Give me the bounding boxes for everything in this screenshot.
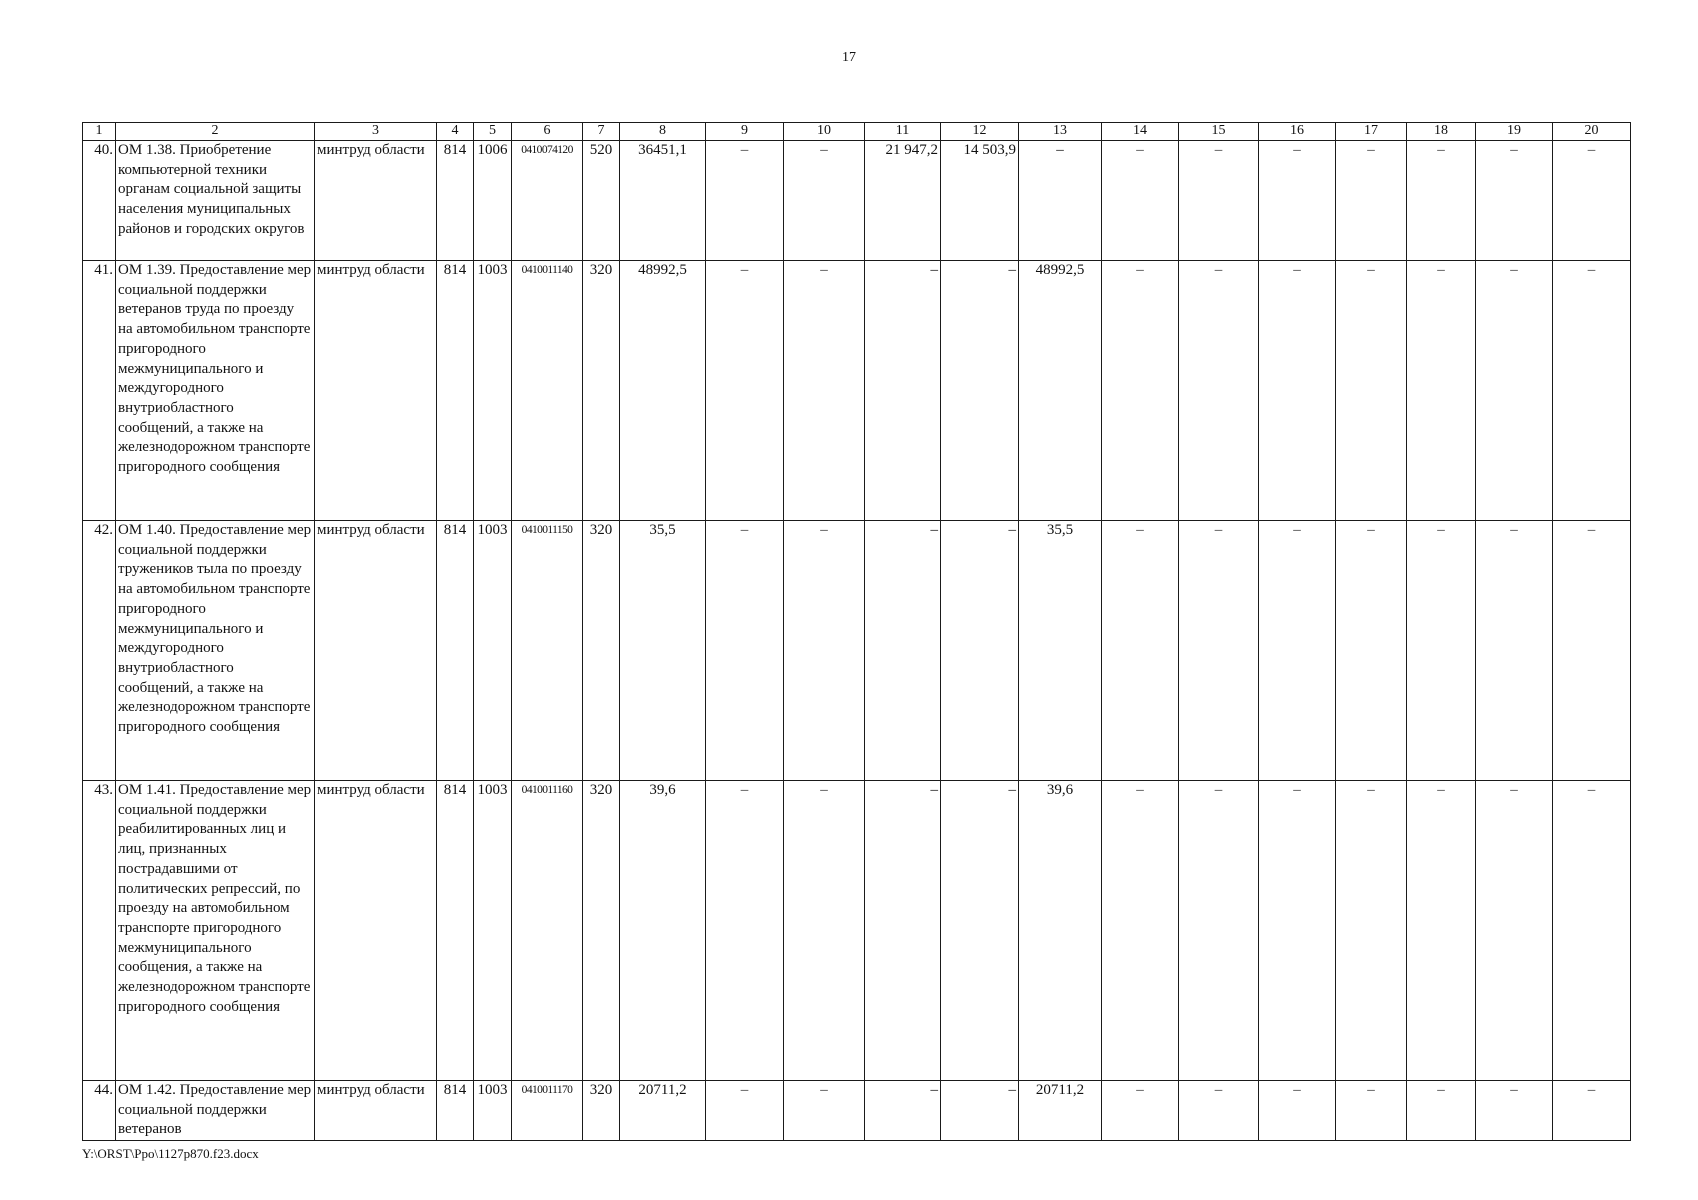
year-col-18: – bbox=[1407, 781, 1476, 1081]
executor: минтруд области bbox=[315, 141, 437, 261]
column-number-row bbox=[83, 123, 1631, 141]
column-number-20: 20 bbox=[1553, 123, 1631, 141]
year-col-14: – bbox=[1102, 1081, 1179, 1141]
year-col-18: – bbox=[1407, 1081, 1476, 1141]
column-number-18: 18 bbox=[1407, 123, 1476, 141]
year-col-16: – bbox=[1259, 781, 1336, 1081]
year-col-17: – bbox=[1336, 781, 1407, 1081]
code-expense-type: 320 bbox=[583, 781, 620, 1081]
code-target-article: 0410011140 bbox=[512, 261, 583, 521]
year-col-15: – bbox=[1179, 781, 1259, 1081]
year-col-17: – bbox=[1336, 261, 1407, 521]
year-col-20: – bbox=[1553, 521, 1631, 781]
code-grbs: 814 bbox=[437, 141, 474, 261]
measure-name: ОМ 1.38. Приобретение компьютерной техники органам социальной защиты населения муниципальных районов и городских округов bbox=[116, 141, 315, 261]
column-number-10: 10 bbox=[784, 123, 865, 141]
year-col-19: – bbox=[1476, 521, 1553, 781]
year-col-17: – bbox=[1336, 141, 1407, 261]
column-number-11: 11 bbox=[865, 123, 941, 141]
table-row bbox=[83, 1081, 1631, 1141]
table-row bbox=[83, 141, 1631, 261]
year-col-15: – bbox=[1179, 141, 1259, 261]
year-col-17: – bbox=[1336, 521, 1407, 781]
year-col-12: – bbox=[941, 781, 1019, 1081]
code-grbs: 814 bbox=[437, 781, 474, 1081]
measure-name: ОМ 1.41. Предоставление мер социальной поддержки реабилитированных лиц и лиц, признанных пострадавшими от политических репрессий, по проезду на автомобильном транспорте пригородного межмуниципального сообщения, а также на железнодорожном транспорте пригородного сообщения bbox=[116, 781, 315, 1081]
year-col-9: – bbox=[706, 521, 784, 781]
year-col-13: 35,5 bbox=[1019, 521, 1102, 781]
year-col-12: – bbox=[941, 261, 1019, 521]
measure-name: ОМ 1.39. Предоставление мер социальной поддержки ветеранов труда по проезду на автомобильном транспорте пригородного межмуниципального и междугородного внутриобластного сообщений, а также на железнодорожном транспорте пригородного сообщения bbox=[116, 261, 315, 521]
year-col-10: – bbox=[784, 141, 865, 261]
code-grbs: 814 bbox=[437, 521, 474, 781]
code-target-article: 0410011160 bbox=[512, 781, 583, 1081]
year-col-13: – bbox=[1019, 141, 1102, 261]
total-amount: 35,5 bbox=[620, 521, 706, 781]
year-col-11: 21 947,2 bbox=[865, 141, 941, 261]
total-amount: 48992,5 bbox=[620, 261, 706, 521]
code-section: 1003 bbox=[474, 261, 512, 521]
code-target-article: 0410011150 bbox=[512, 521, 583, 781]
budget-table bbox=[82, 122, 1631, 1141]
year-col-12: 14 503,9 bbox=[941, 141, 1019, 261]
code-grbs: 814 bbox=[437, 1081, 474, 1141]
code-expense-type: 520 bbox=[583, 141, 620, 261]
column-number-1: 1 bbox=[83, 123, 116, 141]
column-number-3: 3 bbox=[315, 123, 437, 141]
year-col-19: – bbox=[1476, 781, 1553, 1081]
year-col-10: – bbox=[784, 521, 865, 781]
code-section: 1003 bbox=[474, 521, 512, 781]
code-target-article: 0410011170 bbox=[512, 1081, 583, 1141]
year-col-13: 39,6 bbox=[1019, 781, 1102, 1081]
year-col-11: – bbox=[865, 521, 941, 781]
code-section: 1003 bbox=[474, 781, 512, 1081]
column-number-17: 17 bbox=[1336, 123, 1407, 141]
year-col-10: – bbox=[784, 781, 865, 1081]
column-number-7: 7 bbox=[583, 123, 620, 141]
column-number-4: 4 bbox=[437, 123, 474, 141]
year-col-12: – bbox=[941, 521, 1019, 781]
year-col-15: – bbox=[1179, 1081, 1259, 1141]
year-col-18: – bbox=[1407, 521, 1476, 781]
executor: минтруд области bbox=[315, 521, 437, 781]
row-number: 43. bbox=[83, 781, 116, 1081]
code-target-article: 0410074120 bbox=[512, 141, 583, 261]
file-path-footer: Y:\ORST\Ppo\1127p870.f23.docx bbox=[82, 1146, 259, 1161]
code-expense-type: 320 bbox=[583, 261, 620, 521]
code-expense-type: 320 bbox=[583, 1081, 620, 1141]
year-col-10: – bbox=[784, 261, 865, 521]
executor: минтруд области bbox=[315, 781, 437, 1081]
year-col-20: – bbox=[1553, 1081, 1631, 1141]
column-number-12: 12 bbox=[941, 123, 1019, 141]
year-col-16: – bbox=[1259, 1081, 1336, 1141]
executor: минтруд области bbox=[315, 1081, 437, 1141]
row-number: 41. bbox=[83, 261, 116, 521]
year-col-15: – bbox=[1179, 521, 1259, 781]
year-col-14: – bbox=[1102, 141, 1179, 261]
year-col-20: – bbox=[1553, 141, 1631, 261]
year-col-12: – bbox=[941, 1081, 1019, 1141]
total-amount: 20711,2 bbox=[620, 1081, 706, 1141]
row-number: 44. bbox=[83, 1081, 116, 1141]
table-row bbox=[83, 781, 1631, 1081]
year-col-14: – bbox=[1102, 521, 1179, 781]
year-col-9: – bbox=[706, 781, 784, 1081]
row-number: 42. bbox=[83, 521, 116, 781]
code-section: 1003 bbox=[474, 1081, 512, 1141]
measure-name: ОМ 1.42. Предоставление мер социальной поддержки ветеранов bbox=[116, 1081, 315, 1141]
total-amount: 39,6 bbox=[620, 781, 706, 1081]
year-col-20: – bbox=[1553, 261, 1631, 521]
year-col-16: – bbox=[1259, 521, 1336, 781]
year-col-19: – bbox=[1476, 1081, 1553, 1141]
year-col-18: – bbox=[1407, 261, 1476, 521]
table-row bbox=[83, 261, 1631, 521]
code-section: 1006 bbox=[474, 141, 512, 261]
year-col-10: – bbox=[784, 1081, 865, 1141]
column-number-9: 9 bbox=[706, 123, 784, 141]
year-col-18: – bbox=[1407, 141, 1476, 261]
year-col-20: – bbox=[1553, 781, 1631, 1081]
column-number-19: 19 bbox=[1476, 123, 1553, 141]
year-col-13: 20711,2 bbox=[1019, 1081, 1102, 1141]
year-col-19: – bbox=[1476, 141, 1553, 261]
year-col-17: – bbox=[1336, 1081, 1407, 1141]
table-row bbox=[83, 521, 1631, 781]
column-number-14: 14 bbox=[1102, 123, 1179, 141]
column-number-13: 13 bbox=[1019, 123, 1102, 141]
year-col-15: – bbox=[1179, 261, 1259, 521]
year-col-13: 48992,5 bbox=[1019, 261, 1102, 521]
column-number-8: 8 bbox=[620, 123, 706, 141]
year-col-9: – bbox=[706, 141, 784, 261]
page-number: 17 bbox=[842, 50, 856, 65]
year-col-16: – bbox=[1259, 261, 1336, 521]
year-col-9: – bbox=[706, 1081, 784, 1141]
year-col-11: – bbox=[865, 781, 941, 1081]
year-col-9: – bbox=[706, 261, 784, 521]
row-number: 40. bbox=[83, 141, 116, 261]
executor: минтруд области bbox=[315, 261, 437, 521]
measure-name: ОМ 1.40. Предоставление мер социальной поддержки тружеников тыла по проезду на автомобильном транспорте пригородного межмуниципального и междугородного внутриобластного сообщений, а также на железнодорожном транспорте пригородного сообщения bbox=[116, 521, 315, 781]
year-col-14: – bbox=[1102, 261, 1179, 521]
year-col-14: – bbox=[1102, 781, 1179, 1081]
year-col-11: – bbox=[865, 261, 941, 521]
column-number-5: 5 bbox=[474, 123, 512, 141]
column-number-6: 6 bbox=[512, 123, 583, 141]
column-number-2: 2 bbox=[116, 123, 315, 141]
year-col-16: – bbox=[1259, 141, 1336, 261]
column-number-16: 16 bbox=[1259, 123, 1336, 141]
column-number-15: 15 bbox=[1179, 123, 1259, 141]
year-col-11: – bbox=[865, 1081, 941, 1141]
code-expense-type: 320 bbox=[583, 521, 620, 781]
year-col-19: – bbox=[1476, 261, 1553, 521]
total-amount: 36451,1 bbox=[620, 141, 706, 261]
code-grbs: 814 bbox=[437, 261, 474, 521]
